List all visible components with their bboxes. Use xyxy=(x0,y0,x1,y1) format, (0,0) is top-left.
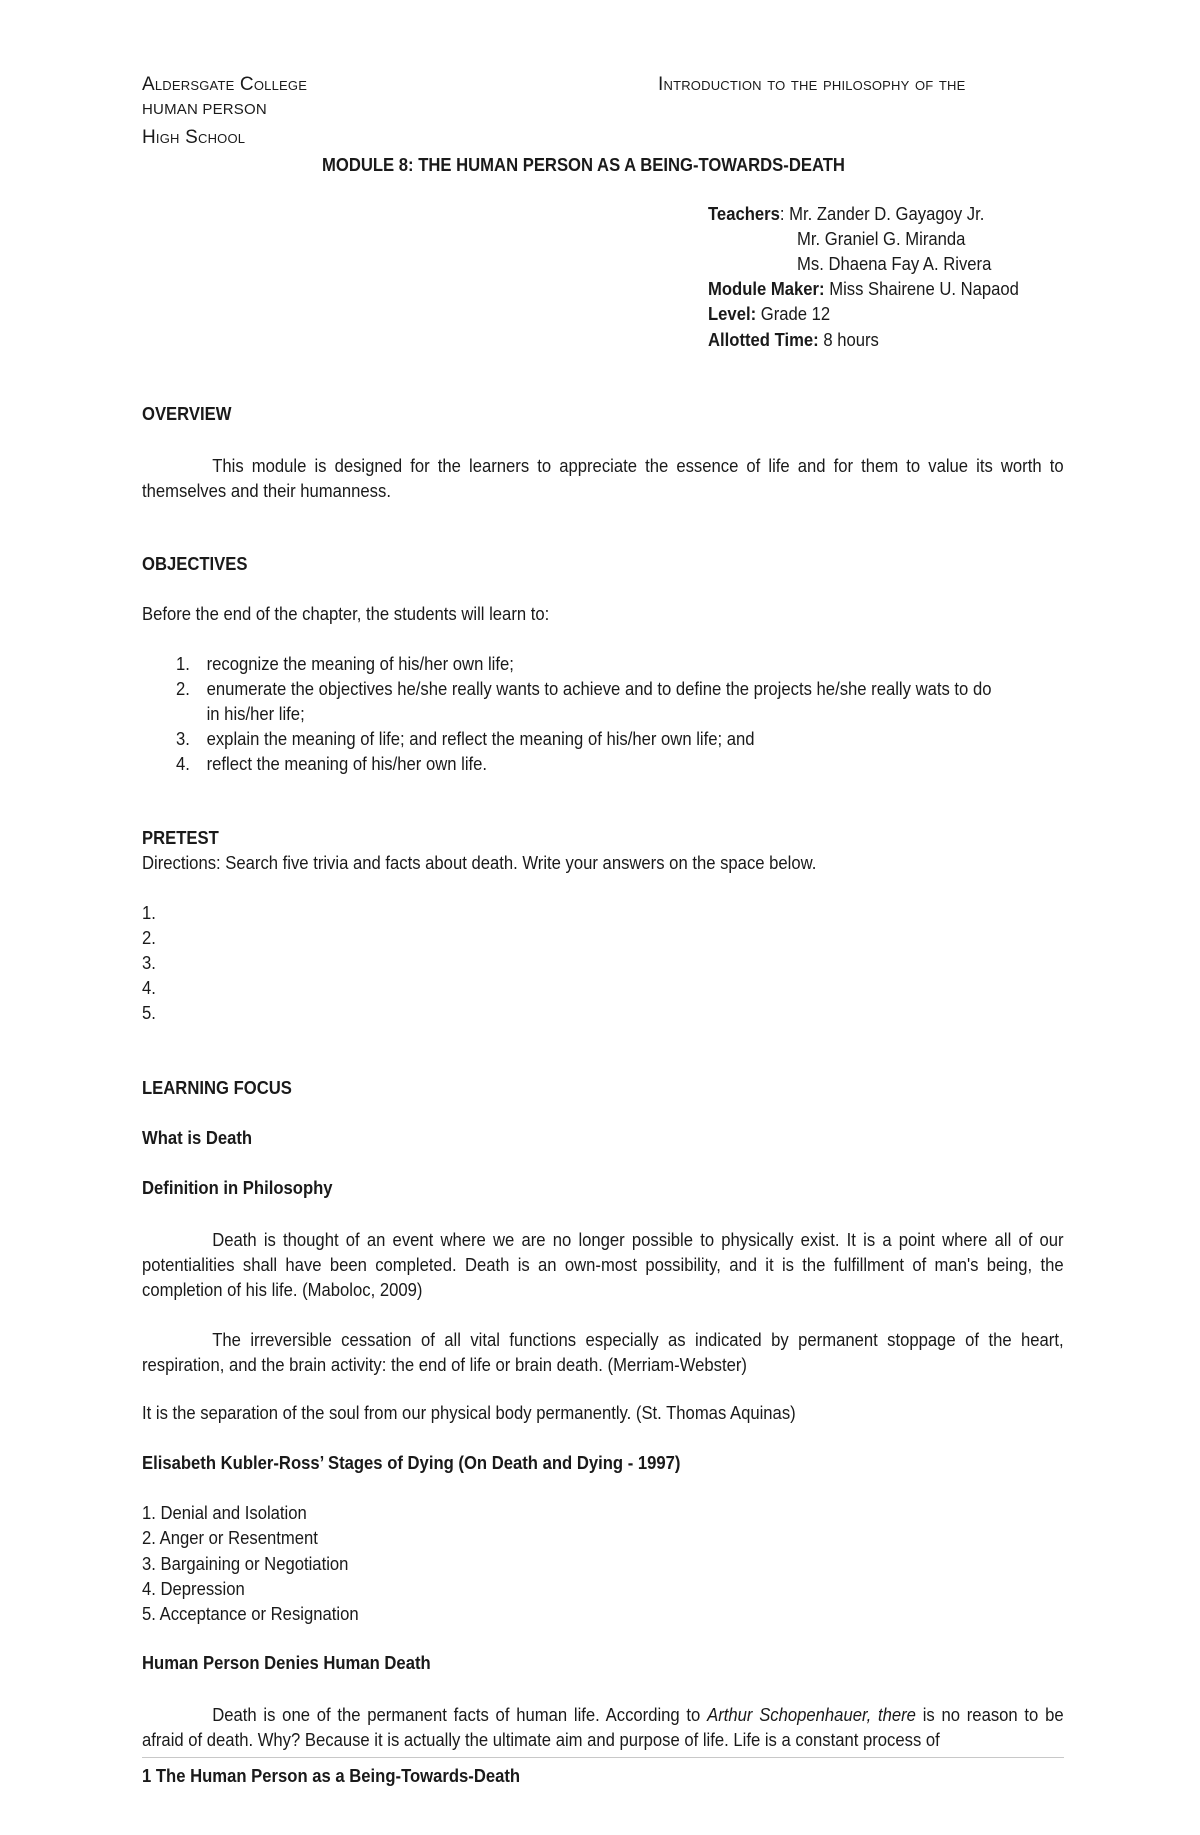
objective-item-4: 4. reflect the meaning of his/her own life. xyxy=(176,753,488,774)
learning-focus-heading: LEARNING FOCUS xyxy=(142,1077,292,1098)
header-course-title: Introduction to the philosophy of the xyxy=(658,74,966,95)
what-is-death-heading: What is Death xyxy=(142,1127,253,1148)
pretest-blank-5: 5. xyxy=(142,1002,156,1023)
header-school-name xyxy=(142,74,307,96)
definition-heading: Definition in Philosophy xyxy=(142,1177,333,1198)
stage-item-5: 5. Acceptance or Resignation xyxy=(142,1603,359,1624)
objective-item-2-cont: in his/her life; xyxy=(206,703,305,724)
objective-item-2: 2. enumerate the objectives he/she really wants to achieve and to define the projects he/she really wats to do xyxy=(176,678,992,699)
definition-paragraph-2: The irreversible cessation of all vital functions especially as indicated by permanent stoppage of the heart, respiration, and the brain activity: the end of life or brain death. (Merriam-Webster) xyxy=(142,1329,1064,1375)
allotted-time-label: Allotted Time: xyxy=(708,329,819,350)
level-value: Grade 12 xyxy=(760,303,831,324)
pretest-directions: Directions: Search five trivia and facts about death. Write your answers on the space below. xyxy=(142,852,817,873)
teachers-line: Teachers: Mr. Zander D. Gayagoy Jr. xyxy=(708,203,985,224)
footer-page-label: 1 The Human Person as a Being-Towards-Death xyxy=(142,1765,521,1786)
objectives-heading: OBJECTIVES xyxy=(142,553,248,574)
module-maker: Miss Shairene U. Napaod xyxy=(829,278,1019,299)
module-title: MODULE 8: THE HUMAN PERSON AS A BEING-TOWARDS-DEATH xyxy=(322,154,845,175)
objectives-intro: Before the end of the chapter, the students will learn to: xyxy=(142,603,550,624)
level-label: Level: xyxy=(708,303,757,324)
definition-paragraph-1: Death is thought of an event where we are no longer possible to physically exist. It is a point where all of our potentialities shall have been completed. Death is an own-most possibility, and it is the fulfillment of man's being, the completion of his life. (Maboloc, 2009) xyxy=(142,1229,1064,1300)
kubler-ross-heading: Elisabeth Kubler-Ross’ Stages of Dying (On Death and Dying - 1997) xyxy=(142,1452,681,1473)
schopenhauer-italic: Arthur Schopenhauer, there xyxy=(707,1704,916,1725)
module-maker-line xyxy=(708,278,1019,300)
stage-item-3: 3. Bargaining or Negotiation xyxy=(142,1553,349,1574)
denies-death-paragraph: Death is one of the permanent facts of human life. According to Arthur Schopenhauer, there is no reason to be afraid of death. Why? Because it is actually the ultimate aim and purpose of life. Life is a constant process of xyxy=(142,1704,1064,1750)
stage-item-1: 1. Denial and Isolation xyxy=(142,1502,307,1523)
level-line xyxy=(708,303,830,325)
pretest-blank-1: 1. xyxy=(142,902,156,923)
header-left-line2: HUMAN PERSON xyxy=(142,101,267,118)
pretest-blank-4: 4. xyxy=(142,977,156,998)
overview-paragraph: This module is designed for the learners to appreciate the essence of life and for them to value its worth to themselves and their humanness. xyxy=(142,455,1064,501)
teacher-1: Mr. Zander D. Gayagoy Jr. xyxy=(789,203,985,224)
objective-item-3: 3. explain the meaning of life; and reflect the meaning of his/her own life; and xyxy=(176,728,755,749)
stage-item-2: 2. Anger or Resentment xyxy=(142,1527,318,1548)
teacher-3: Ms. Dhaena Fay A. Rivera xyxy=(797,253,992,274)
footer-divider xyxy=(142,1757,1064,1758)
header-left-line1: Aldersgate College xyxy=(142,74,308,95)
stage-item-4: 4. Depression xyxy=(142,1578,245,1599)
pretest-blank-2: 2. xyxy=(142,927,156,948)
header-left-line3: High School xyxy=(142,127,246,148)
definition-paragraph-3: It is the separation of the soul from our physical body permanently. (St. Thomas Aquinas) xyxy=(142,1402,796,1423)
allotted-time-line xyxy=(708,329,879,351)
pretest-blank-3: 3. xyxy=(142,952,156,973)
teachers-label: Teachers xyxy=(708,203,780,224)
overview-heading: OVERVIEW xyxy=(142,403,232,424)
denies-death-heading: Human Person Denies Human Death xyxy=(142,1652,431,1673)
module-maker-label: Module Maker: xyxy=(708,278,825,299)
teacher-2: Mr. Graniel G. Miranda xyxy=(797,228,966,249)
allotted-time-value: 8 hours xyxy=(823,329,879,350)
objective-item-1: 1. recognize the meaning of his/her own life; xyxy=(176,653,514,674)
pretest-heading: PRETEST xyxy=(142,827,219,848)
